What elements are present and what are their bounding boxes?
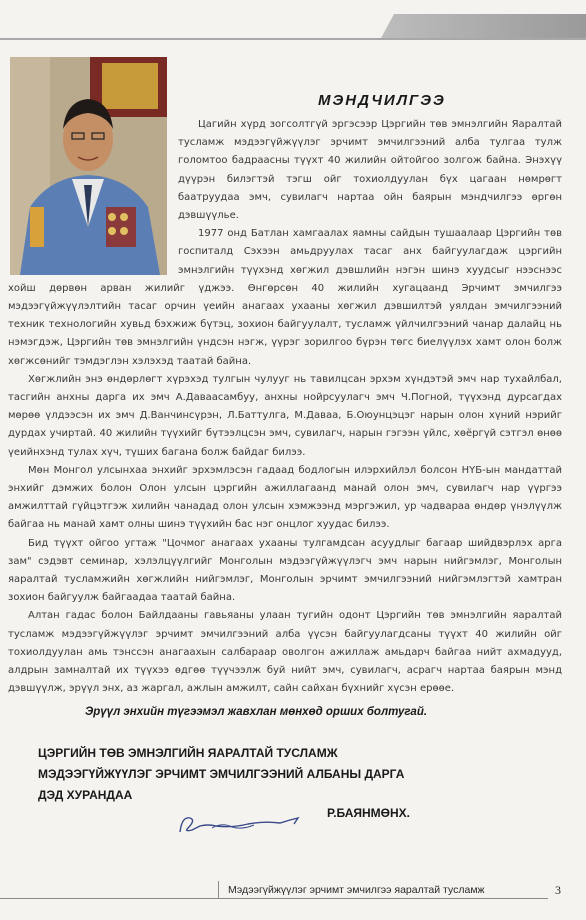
signatory-name: Р.БАЯНМӨНХ. [327,806,410,820]
signature-line-2: МЭДЭЭГҮЙЖҮҮЛЭГ ЭРЧИМТ ЭМЧИЛГЭЭНИЙ АЛБАНЫ ДАРГА [38,767,405,781]
page-title: МЭНДЧИЛГЭЭ [318,92,446,109]
footer-rule [0,898,548,899]
header-rule [0,38,586,40]
handwritten-signature [172,806,312,842]
closing-motto: Эрүүл энхийн түгээмэл жавхлан мөнхөд орших болтугай. [85,706,428,718]
footer-running-title: Мэдээгүйжүүлэг эрчимт эмчилгээ яаралтай тусламж [228,884,485,896]
letter-body [8,116,562,699]
paragraph: Алтан гадас болон Байлдааны гавьяаны улаан тугийн одонт Цэргийн төв эмнэлгийн яаралтай тусламж мэдээгүйжүүлэг эрчимт эмчилгээний алба үүсэн байгуулагдсаны түүхт 40 жилийн ойг тохиолдуулан амь тэнссэн анагаахын салбараар оволгон ажиллаж амьдарч байгаа нийт ахмадууд, алдрын замналтай их түүхээ өдгөө түүчээлж буй нийт эмч, сувилагч, асрагч нартаа баярын мэнд дэвшүүлж, эрүүл энх, аз жаргал, ажлын амжилт, сайн сайхан бүхнийг хүсэн ерөөе. [8,610,562,695]
paragraph: 1977 онд Батлан хамгаалах яамны сайдын тушаалаар Цэргийн төв госпиталд Сэхээн амьдруулах тасаг анх байгуулагдаж цэргийн эмнэлгийн түүхэнд хөгжил дэвшлийн нэгэн шинэ хуудсыг нээснээс хойш дөрвөн арван жилийг үджээ. Өнгөрсөн 40 жилийн хугацаанд Эрчимт эмчилгээ мэдээгүйжүүлэлтийн тасаг орчин үеийн анагаах ухааны хөгжил дэвшилтэй уялдан эмчилгээний техник технологийн хувьд бэхжиж бүтэц, зохион байгуулалт, тусламж үйлчилгээний чанар далайц нь нэмэгдэж, Цэргийн төв эмнэлгийн үндсэн нэгж, үүрэг зорилгоо бүрэн төгс биелүүлэх хамт олон болж хөгжсөнийг тэмдэглэн хэлэхэд таатай байна. [8,228,562,367]
signature-title-block [38,743,404,806]
photo-wrap-spacer [8,116,178,276]
paragraph: Бид түүхт ойгоо угтаж "Цочмог анагаах ухааны тулгамдсан асуудлыг багаар шийдвэрлэх арга зам" сэдэвт семинар, хэлэлцүүлгийг Монголын мэдээгүйжүүлэгч эмч нарын нийгэмлэг, Монголын яаралтай тусламжийн хөгжлийн нийгэмлэг, Монголын эрчимт эмчилгээний нийгэмлэгтэй хамтран зохион байгуулж байгаадаа таатай байна. [8,537,562,604]
paragraph: Хөгжлийн энэ өндөрлөгт хүрэхэд тулгын чулууг нь тавилцсан эрхэм хүндэтэй эмч нар тухайлбал, тасгийн анхны дарга их эмч А.Даваасамбуу, анхны нойрсуулагч эмч Ч.Погной, түүхэнд дурсагдах мөрөө үлдээсэн их эмч Д.Ванчинсүрэн, Л.Баттулга, М.Даваа, Б.Оюунцэцэг нарын олон хүний нэрийг дурдах учиртай. 40 жилийн түүхийг бүтээлцсэн эмч, сувилагч, нарын гэгээн үйлс, хөёргүй сэтгэл өнөө үеийнхэнд тулах хүч, түших багана болж байдаг билээ. [8,373,562,458]
signature-line-1: ЦЭРГИЙН ТӨВ ЭМНЭЛГИЙН ЯАРАЛТАЙ ТУСЛАМЖ [38,746,338,760]
paragraph: Мөн Монгол улсынхаа энхийг эрхэмлэсэн гадаад бодлогын илэрхийлэл болсон НҮБ-ын мандаттай энхийг дэмжих болон Олон улсын цэргийн ажиллагаанд манай олон эмч, сувилагч нар үүргээ амжилттай гүйцэтгэж хилийн чанадад олон улсын хэмжээнд мэргэжил, ур чадвараа өндөр үнэлүүлж байгаа нь манай хамт олны шинэ түүхийн бас нэг онцлог хуудас билээ. [8,464,562,531]
paragraph: Цагийн хүрд зогсолтгүй эргэсээр Цэргийн төв эмнэлгийн Яаралтай тусламж мэдээгүйжүүлэг эрчимт эмчилгээний алба тулгаа тулж голомтоо бадраасны түүхт 40 жилийн ойтойгоо золгож байна. Энэхүү дүүрэн билэгтэй тэгш ойг тохиолдуулан бүх цагаан нөмрөгт баатруудаа эмч, сувилагч нартаа ойн баярын мэндчилгээ өргөн дэвшүүлье. [178,119,562,222]
header-decor-band [380,14,586,40]
signature-line-3: ДЭД ХУРАНДАА [38,788,133,802]
page-number: 3 [555,883,561,897]
